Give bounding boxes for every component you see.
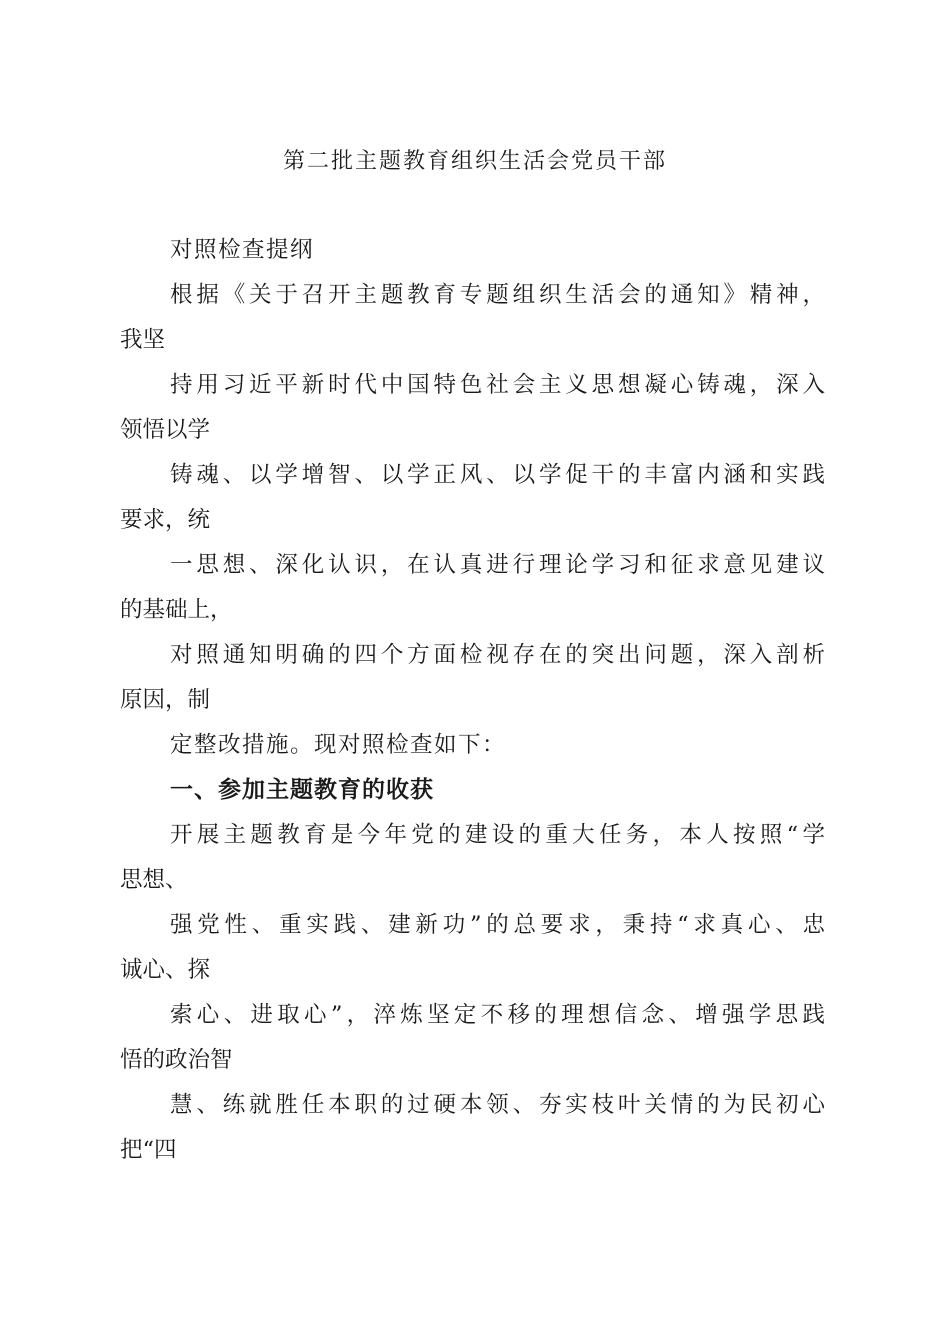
paragraph-line: 对照通知明确的四个方面检视存在的突出问题，深入剖析 (170, 642, 825, 668)
paragraph-line: 诚心、探 (120, 957, 211, 983)
section-heading: 一、参加主题教育的收获 (170, 777, 434, 803)
paragraph-line: 思想、 (120, 867, 188, 893)
paragraph (120, 723, 825, 768)
document-subtitle-block (120, 228, 825, 273)
paragraph (120, 813, 825, 903)
paragraph-line: 强党性、重实践、建新功”的总要求，秉持“求真心、忠 (170, 912, 825, 938)
paragraph (120, 633, 825, 723)
paragraph-line: 根据《关于召开主题教育专题组织生活会的通知》精神， (170, 282, 825, 308)
paragraph-line: 一思想、深化认识，在认真进行理论学习和征求意见建议 (170, 552, 825, 578)
paragraph-line: 要求，统 (120, 507, 211, 533)
paragraph (120, 993, 825, 1083)
document-title: 第二批主题教育组织生活会党员干部 (282, 149, 667, 174)
paragraph (120, 543, 825, 633)
paragraph-line: 的基础上， (120, 597, 233, 623)
paragraph (120, 1083, 825, 1173)
document-subtitle: 对照检查提纲 (170, 237, 315, 263)
paragraph (120, 273, 825, 363)
paragraph-line: 持用习近平新时代中国特色社会主义思想凝心铸魂，深入 (170, 372, 825, 398)
paragraph (120, 363, 825, 453)
paragraph-line: 索心、进取心”，淬炼坚定不移的理想信念、增强学思践 (170, 1002, 825, 1028)
paragraph-line: 慧、练就胜任本职的过硬本领、夯实枝叶关情的为民初心 (170, 1092, 825, 1118)
paragraph-line: 把“四 (120, 1137, 177, 1163)
paragraph-line: 原因，制 (120, 687, 211, 713)
paragraph-line: 铸魂、以学增智、以学正风、以学促干的丰富内涵和实践 (170, 462, 825, 488)
closing-line: 定整改措施。现对照检查如下： (170, 732, 507, 758)
paragraph (120, 453, 825, 543)
paragraph (120, 903, 825, 993)
paragraph-line: 我坚 (120, 327, 166, 353)
paragraph-line: 领悟以学 (120, 417, 211, 443)
paragraph-line: 悟的政治智 (120, 1047, 233, 1073)
paragraph-line: 开展主题教育是今年党的建设的重大任务，本人按照“学 (170, 822, 825, 848)
